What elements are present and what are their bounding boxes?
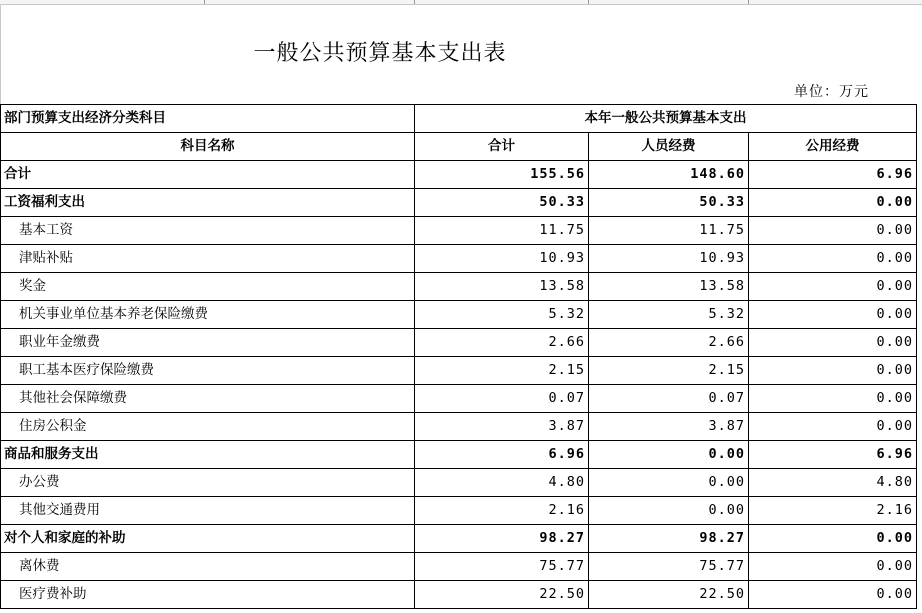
row-name-cell: 职业年金缴费 bbox=[1, 329, 415, 357]
header-group-row bbox=[1, 105, 917, 133]
table-row bbox=[1, 385, 917, 413]
table-row bbox=[1, 469, 917, 497]
row-personnel-cell: 75.77 bbox=[589, 553, 749, 581]
row-total-cell: 0.07 bbox=[415, 385, 589, 413]
row-total-cell: 5.32 bbox=[415, 301, 589, 329]
row-personnel-cell: 0.00 bbox=[589, 469, 749, 497]
row-name-cell: 基本工资 bbox=[1, 217, 415, 245]
row-total-cell: 10.93 bbox=[415, 245, 589, 273]
row-public-cell: 6.96 bbox=[749, 161, 917, 189]
row-personnel-cell: 22.50 bbox=[589, 581, 749, 609]
unit-label: 单位：万元 bbox=[794, 84, 869, 100]
table-row bbox=[1, 497, 917, 525]
row-name-cell: 商品和服务支出 bbox=[1, 441, 415, 469]
table-row bbox=[1, 357, 917, 385]
table-row bbox=[1, 581, 917, 609]
page-title: 一般公共预算基本支出表 bbox=[253, 41, 507, 66]
table-row bbox=[1, 161, 917, 189]
row-name-cell: 奖金 bbox=[1, 273, 415, 301]
header-group-right: 本年一般公共预算基本支出 bbox=[415, 105, 917, 133]
table-row bbox=[1, 189, 917, 217]
row-total-cell: 13.58 bbox=[415, 273, 589, 301]
row-personnel-cell: 2.15 bbox=[589, 357, 749, 385]
table-row bbox=[1, 245, 917, 273]
column-header-personnel: 人员经费 bbox=[589, 133, 749, 161]
row-total-cell: 98.27 bbox=[415, 525, 589, 553]
row-name-cell: 职工基本医疗保险缴费 bbox=[1, 357, 415, 385]
row-public-cell: 0.00 bbox=[749, 385, 917, 413]
table-row bbox=[1, 441, 917, 469]
row-total-cell: 3.87 bbox=[415, 413, 589, 441]
row-total-cell: 155.56 bbox=[415, 161, 589, 189]
table-body bbox=[1, 161, 917, 609]
column-header-total: 合计 bbox=[415, 133, 589, 161]
row-public-cell: 0.00 bbox=[749, 581, 917, 609]
row-total-cell: 2.66 bbox=[415, 329, 589, 357]
header-group-left: 部门预算支出经济分类科目 bbox=[1, 105, 415, 133]
row-name-cell: 离休费 bbox=[1, 553, 415, 581]
row-name-cell: 津贴补贴 bbox=[1, 245, 415, 273]
row-public-cell: 0.00 bbox=[749, 525, 917, 553]
column-header-public: 公用经费 bbox=[749, 133, 917, 161]
row-total-cell: 6.96 bbox=[415, 441, 589, 469]
row-personnel-cell: 5.32 bbox=[589, 301, 749, 329]
row-name-cell: 对个人和家庭的补助 bbox=[1, 525, 415, 553]
row-total-cell: 11.75 bbox=[415, 217, 589, 245]
row-public-cell: 6.96 bbox=[749, 441, 917, 469]
row-public-cell: 0.00 bbox=[749, 329, 917, 357]
row-name-cell: 住房公积金 bbox=[1, 413, 415, 441]
table-row bbox=[1, 273, 917, 301]
budget-table bbox=[0, 104, 917, 609]
row-public-cell: 0.00 bbox=[749, 189, 917, 217]
table-row bbox=[1, 413, 917, 441]
row-public-cell: 0.00 bbox=[749, 301, 917, 329]
row-public-cell: 0.00 bbox=[749, 357, 917, 385]
row-personnel-cell: 0.00 bbox=[589, 497, 749, 525]
row-name-cell: 办公费 bbox=[1, 469, 415, 497]
row-name-cell: 其他交通费用 bbox=[1, 497, 415, 525]
row-total-cell: 2.15 bbox=[415, 357, 589, 385]
row-personnel-cell: 148.60 bbox=[589, 161, 749, 189]
row-total-cell: 50.33 bbox=[415, 189, 589, 217]
row-total-cell: 4.80 bbox=[415, 469, 589, 497]
row-name-cell: 医疗费补助 bbox=[1, 581, 415, 609]
row-personnel-cell: 0.07 bbox=[589, 385, 749, 413]
row-personnel-cell: 0.00 bbox=[589, 441, 749, 469]
column-divider bbox=[414, 0, 415, 4]
table-row bbox=[1, 217, 917, 245]
column-header-name: 科目名称 bbox=[1, 133, 415, 161]
row-public-cell: 0.00 bbox=[749, 553, 917, 581]
row-total-cell: 75.77 bbox=[415, 553, 589, 581]
row-total-cell: 22.50 bbox=[415, 581, 589, 609]
row-public-cell: 0.00 bbox=[749, 273, 917, 301]
row-public-cell: 0.00 bbox=[749, 245, 917, 273]
row-public-cell: 4.80 bbox=[749, 469, 917, 497]
row-name-cell: 其他社会保障缴费 bbox=[1, 385, 415, 413]
row-personnel-cell: 11.75 bbox=[589, 217, 749, 245]
table-row bbox=[1, 329, 917, 357]
row-personnel-cell: 2.66 bbox=[589, 329, 749, 357]
row-name-cell: 工资福利支出 bbox=[1, 189, 415, 217]
row-name-cell: 合计 bbox=[1, 161, 415, 189]
spreadsheet-top-strip bbox=[0, 0, 922, 5]
table-row bbox=[1, 553, 917, 581]
row-name-cell: 机关事业单位基本养老保险缴费 bbox=[1, 301, 415, 329]
row-personnel-cell: 98.27 bbox=[589, 525, 749, 553]
table-row bbox=[1, 301, 917, 329]
row-total-cell: 2.16 bbox=[415, 497, 589, 525]
table-row bbox=[1, 525, 917, 553]
column-divider bbox=[588, 0, 589, 4]
row-personnel-cell: 13.58 bbox=[589, 273, 749, 301]
row-public-cell: 2.16 bbox=[749, 497, 917, 525]
header-columns-row bbox=[1, 133, 917, 161]
column-divider bbox=[204, 0, 205, 4]
row-personnel-cell: 3.87 bbox=[589, 413, 749, 441]
row-personnel-cell: 50.33 bbox=[589, 189, 749, 217]
row-public-cell: 0.00 bbox=[749, 413, 917, 441]
row-public-cell: 0.00 bbox=[749, 217, 917, 245]
column-divider bbox=[748, 0, 749, 4]
row-personnel-cell: 10.93 bbox=[589, 245, 749, 273]
